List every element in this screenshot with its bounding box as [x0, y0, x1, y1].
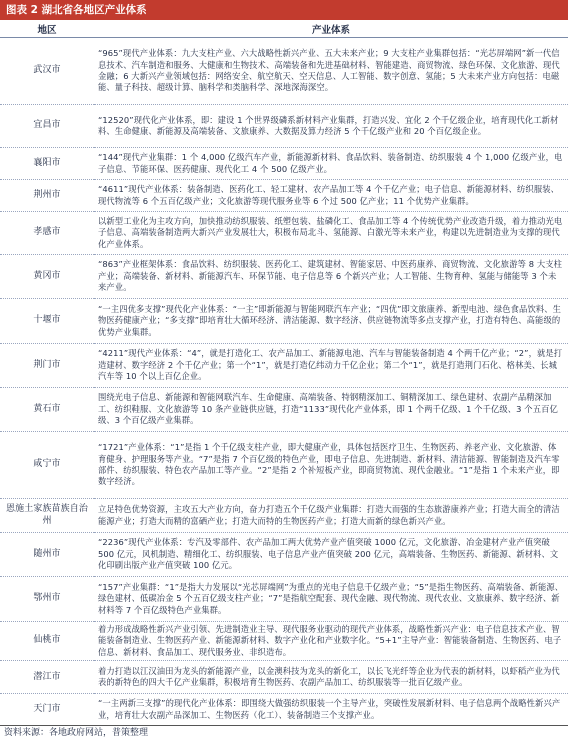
industry-system-cell: “一主两新三支撑”的现代化产业体系：即围绕大做强纺织服装一个主导产业，突破性发展新材料、电子信息两个战略性新兴产业，培育壮大农副产品深加工、生物医药（化工）、装备制造三个支撑产业。 [94, 694, 568, 726]
industry-system-cell: “157”产业集群：“1”是指大力发展以“光芯屏端网”为重点的光电子信息千亿级产业；“5”是指生物医药、高端装备、新能源、绿色建材、低碳冶金 5 个五百亿级支柱产业；“7”是指航空配套、现代金融、现代物流、现代农业、文旅康养、数字经济、新材料等 7 个百亿级特色产业集群。 [94, 577, 568, 622]
table-row [0, 661, 568, 694]
industry-system-cell: “2236”现代产业体系：专汽及零部件、农产品加工两大优势产业产值突破 1000 亿元，文化旅游、冶金建材产业产值突破 500 亿元，风机制造、精细化工、纺织服装、电子信息产业产值突破 200 亿元，高端装备、生物医药、新能源、新材料、文化印刷出版产业产值突破 100 亿元。 [94, 533, 568, 577]
industry-system-cell: 着力形成战略性新兴产业引领、先进制造业主导、现代服务业驱动的现代产业体系，战略性新兴产业：电子信息技术产业、智能装备制造业、生物医药产业、新能源新材料、数字产业化和产业数字化。“5+1”主导产业：智能装备制造、生物医药、电子信息、新材料、食品加工、现代服务业、非织造布。 [94, 622, 568, 661]
source-note: 资料来源：各地政府网站，普策整理 [4, 728, 149, 739]
region-cell: 天门市 [0, 694, 94, 726]
region-cell: 荆州市 [0, 180, 94, 212]
table-row [0, 694, 568, 726]
region-cell: 宜昌市 [0, 105, 94, 148]
table-header-row [0, 20, 568, 38]
header-system: 产业体系 [94, 20, 568, 38]
industry-system-cell: 立足特色优势资源，主攻五大产业方向，奋力打造五个千亿级产业集群：打造大而强的生态旅游康养产业；打造大而全的清洁能源产业；打造大而精的富硒产业；打造大而特的生物医药产业；打造大而新的绿色新兴产业。 [94, 499, 568, 533]
table-row [0, 533, 568, 577]
region-cell: 黄冈市 [0, 255, 94, 299]
region-cell: 襄阳市 [0, 148, 94, 180]
region-cell: 荆门市 [0, 344, 94, 388]
table-row [0, 622, 568, 661]
table-row [0, 499, 568, 533]
industry-system-cell: 围绕光电子信息、新能源和智能网联汽车、生命健康、高端装备、特钢精深加工、铜精深加工、绿色建材、农副产品精深加工、纺织鞋服、文化旅游等 10 条产业链供应链，打造“1133”现代化产业体系，即 1 个两千亿级、1 个千亿级、3 个五百亿级、3 个百亿级产业集群。 [94, 388, 568, 432]
table-row [0, 577, 568, 622]
table-row [0, 344, 568, 388]
table-row [0, 388, 568, 432]
table-row [0, 180, 568, 212]
industry-table [0, 20, 568, 726]
region-cell: 随州市 [0, 533, 94, 577]
table-row [0, 255, 568, 299]
industry-system-cell: “一主四优多支撑”现代化产业体系：“一主”即新能源与智能网联汽车产业；“四优”即文旅康养、新型电池、绿色食品饮料、生物医药健康产业；“多支撑”即培育壮大循环经济、清洁能源、数字经济、供应链物流等多点支撑产业，打造有特色、高能级的优势产业集群。 [94, 299, 568, 344]
industry-system-cell: “4611”现代产业体系：装备制造、医药化工、轻工建材、农产品加工等 4 个千亿产业；电子信息、新能源材料、纺织服装、现代物流等 6 个五百亿级产业；文化旅游等现代服务业等 6 个过 500 亿产业；11 个优势产业集群。 [94, 180, 568, 212]
industry-system-cell: “12520”现代化产业体系，即：建设 1 个世界级磷系新材料产业集群，打造兴发、宜化 2 个千亿级企业，培育现代化工新材料、生命健康、新能源及高端装备、文旅康养、大数据及算力经济 5 个千亿级产业和 20 个百亿级企业。 [94, 105, 568, 148]
table-row [0, 432, 568, 499]
region-cell: 恩施土家族苗族自治州 [0, 499, 94, 533]
industry-system-cell: “863”产业框架体系：食品饮料、纺织服装、医药化工、建筑建材、智能家居、中医药康养、商贸物流、文化旅游等 8 大支柱产业；高端装备、新材料、新能源汽车、环保节能、电子信息等 6 个新兴产业；人工智能、生物育种、氢能与储能等 3 个未来产业。 [94, 255, 568, 299]
region-cell: 咸宁市 [0, 432, 94, 499]
region-cell: 孝感市 [0, 212, 94, 255]
region-cell: 黄石市 [0, 388, 94, 432]
industry-system-cell: “1721”产业体系：“1”是指 1 个千亿级支柱产业，即大健康产业，具体包括医疗卫生、生物医药、养老产业、文化旅游、体育健身、护理服务等产业。“7”是指 7 个百亿级的特色产业，即电子信息、先进制造、新材料、清洁能源、智能制造及汽车零部件、纺织服装、特色农产品加工等产业。“2”是指 2 个补短板产业，即商贸物流、现代金融业。“1”是指 1 个未来产业，即数字经济。 [94, 432, 568, 499]
table-row [0, 38, 568, 105]
region-cell: 鄂州市 [0, 577, 94, 622]
region-cell: 十堰市 [0, 299, 94, 344]
region-cell: 仙桃市 [0, 622, 94, 661]
region-cell: 潜江市 [0, 661, 94, 694]
table-row [0, 105, 568, 148]
industry-system-cell: “965”现代产业体系：九大支柱产业、六大战略性新兴产业、五大未来产业；9 大支柱产业集群包括：“光芯屏端网”新一代信息技术、汽车制造和服务、大健康和生物技术、高端装备和先进基础材料、智能建造、商贸物流、绿色环保、文化旅游、现代金融；6 大新兴产业领域包括：网络安全、航空航天、空天信息、人工智能、数字创意、氢能；5 大未来产业方向包括：电磁能、量子科技、超级计算、脑科学和类脑科学、深地深海深空。 [94, 38, 568, 105]
figure-title: 图表 2 湖北省各地区产业体系 [0, 0, 568, 20]
table-row [0, 212, 568, 255]
table-row [0, 299, 568, 344]
header-region: 地区 [0, 20, 94, 38]
region-cell: 武汉市 [0, 38, 94, 105]
table-row [0, 148, 568, 180]
industry-system-cell: 着力打造以江汉油田为龙头的新能源产业，以金澳科技为龙头的新化工，以长飞光纤等企业为代表的新材料，以虾稻产业为代表的新特色的四大千亿产业集群，积极培育生物医药、农副产品加工、纺织服装等一批百亿级产业。 [94, 661, 568, 694]
industry-system-cell: 以新型工业化为主攻方向，加快推动纺织服装、纸塑包装、盐磷化工、食品加工等 4 个传统优势产业改造升级，着力推动光电子信息、高端装备制造两大新兴产业发展壮大，积极布局北斗、氢能源、白激光等未来产业，构建以先进制造业为支撑的现代化产业体系。 [94, 212, 568, 255]
industry-system-cell: “4211”现代产业体系：“4”，就是打造化工、农产品加工、新能源电池、汽车与智能装备制造 4 个两千亿产业；“2”，就是打造建材、数字经济 2 个千亿产业；第一个“1”，就是打造亿纬动力千亿企业；第二个“1”，就是打造荆门石化、格林美、长城汽车等 10 个以上百亿企业。 [94, 344, 568, 388]
industry-system-cell: “144”现代产业集群：1 个 4,000 亿级汽车产业，新能源新材料、食品饮料、装备制造、纺织服装 4 个 1,000 亿级产业，电子信息、节能环保、医药健康、现代化工 4 个 500 亿级产业。 [94, 148, 568, 180]
